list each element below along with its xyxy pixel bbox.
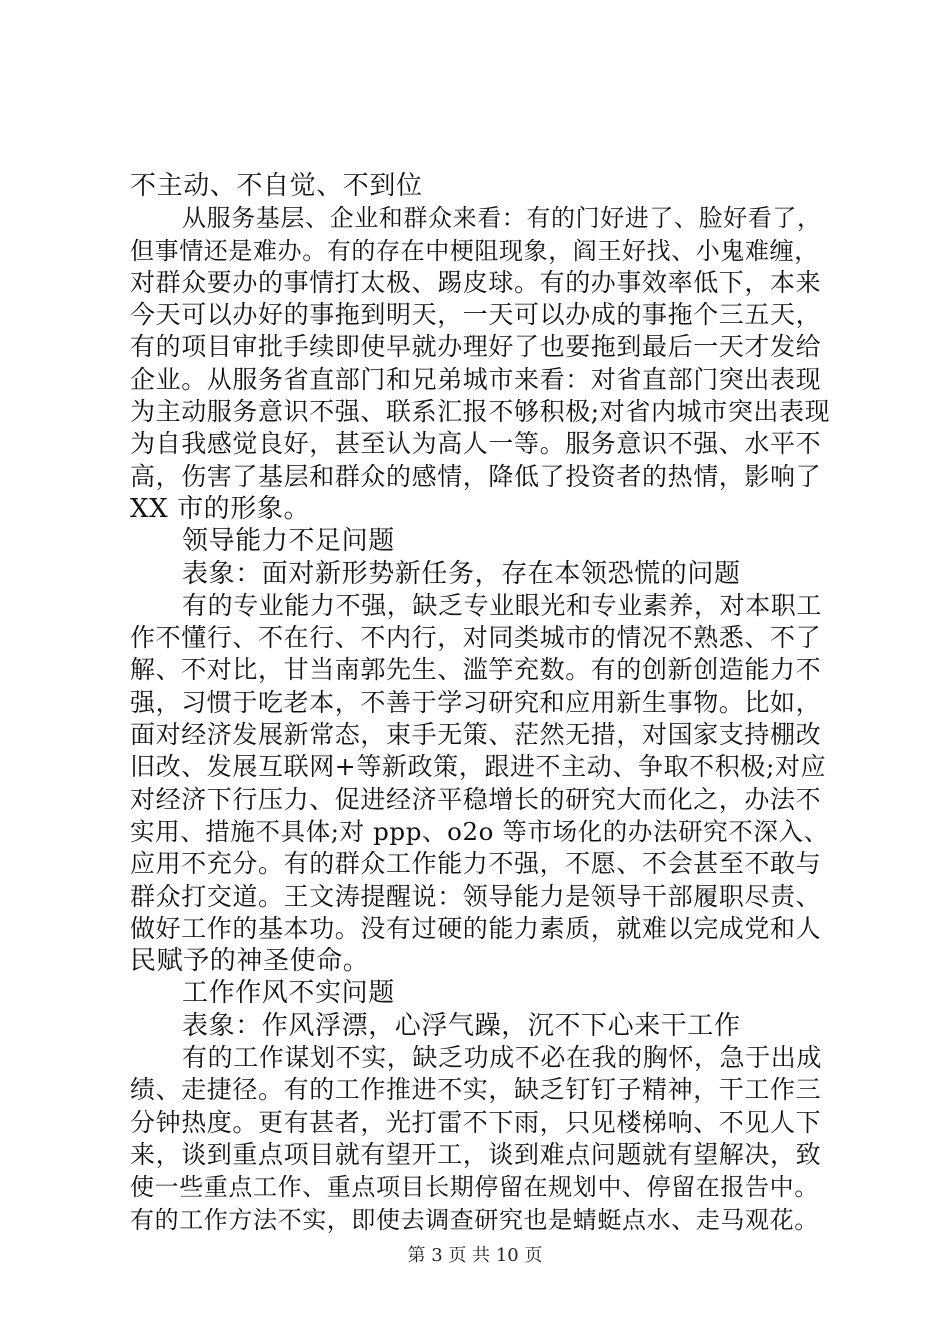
text-line: 有的项目审批手续即使早就办理好了也要拖到最后一天才发给	[130, 332, 822, 362]
text-line: 但事情还是难办。有的存在中梗阻现象，阎王好找、小鬼难缠，	[130, 236, 819, 265]
text-line: 表象：作风浮漂，心浮气躁，沉不下心来干工作	[182, 1010, 741, 1041]
text-line: 领导能力不足问题	[182, 526, 395, 557]
text-line: 强，习惯于吃老本，不善于学习研究和应用新生事物。比如，	[130, 687, 822, 717]
text-line: 使一些重点工作、重点项目长期停留在规划中、停留在报告中。	[130, 1173, 819, 1202]
text-line: XX 市的形象。	[130, 493, 311, 524]
text-line: 工作作风不实问题	[182, 978, 395, 1009]
text-line: 有的工作方法不实，即使去调查研究也是蜻蜓点水、走马观花。	[130, 1205, 819, 1234]
text-line: 面对经济发展新常态，束手无策、茫然无措，对国家支持棚改	[130, 720, 822, 750]
text-line: 对经济下行压力、促进经济平稳增长的研究大而化之，办法不	[130, 784, 822, 814]
text-line: 来，谈到重点项目就有望开工，谈到难点问题就有望解决，致	[130, 1139, 822, 1169]
page-footer: 第 3 页 共 10 页	[407, 1245, 543, 1266]
text-line: 群众打交道。王文涛提醒说：领导能力是领导干部履职尽责、	[130, 881, 822, 911]
text-line: 高，伤害了基层和群众的感情，降低了投资者的热情，影响了	[130, 461, 822, 491]
text-line: 分钟热度。更有甚者，光打雷不下雨，只见楼梯响、不见人下	[130, 1107, 822, 1137]
text-line: 为主动服务意识不强、联系汇报不够积极;对省内城市突出表现	[130, 397, 831, 427]
text-line: 从服务基层、企业和群众来看：有的门好进了、脸好看了，	[182, 204, 822, 233]
text-line: 有的工作谋划不实，缺乏功成不必在我的胸怀，急于出成	[182, 1043, 823, 1073]
document-body	[130, 170, 830, 1236]
text-line: 企业。从服务省直部门和兄弟城市来看：对省直部门突出表现	[130, 364, 822, 394]
text-line: 旧改、发展互联网+等新政策，跟进不主动、争取不积极;对应	[130, 752, 827, 782]
text-line: 有的专业能力不强，缺乏专业眼光和专业素养，对本职工	[182, 590, 823, 620]
text-line: 绩、走捷径。有的工作推进不实，缺乏钉钉子精神，干工作三	[130, 1075, 822, 1105]
text-line: 对群众要办的事情打太极、踢皮球。有的办事效率低下，本来	[130, 267, 822, 297]
text-line: 表象：面对新形势新任务，存在本领恐慌的问题	[182, 558, 741, 589]
text-line: 今天可以办好的事拖到明天，一天可以办成的事拖个三五天，	[130, 300, 822, 330]
text-line: 作不懂行、不在行、不内行，对同类城市的情况不熟悉、不了	[130, 623, 822, 653]
text-line: 民赋予的神圣使命。	[130, 946, 370, 977]
text-line: 不主动、不自觉、不到位	[130, 171, 423, 201]
text-line: 为自我感觉良好，甚至认为高人一等。服务意识不强、水平不	[130, 429, 822, 459]
text-line: 解、不对比，甘当南郭先生、滥竽充数。有的创新创造能力不	[130, 655, 822, 685]
text-line: 应用不充分。有的群众工作能力不强，不愿、不会甚至不敢与	[130, 849, 822, 879]
text-line: 实用、措施不具体;对 ppp、o2o 等市场化的办法研究不深入、	[130, 816, 829, 846]
text-line: 做好工作的基本功。没有过硬的能力素质，就难以完成党和人	[130, 913, 822, 943]
